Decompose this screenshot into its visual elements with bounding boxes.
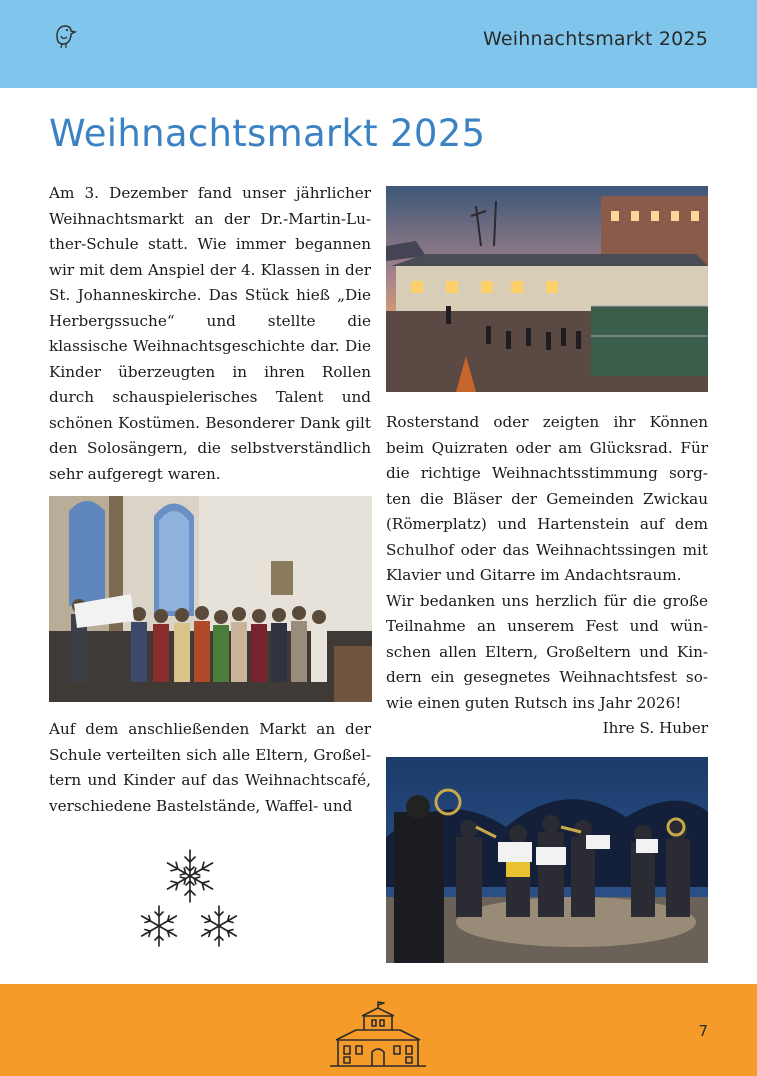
school-building-icon [326,1000,430,1072]
snowflake-icon [133,844,248,950]
paragraph-thanks: Wir bedanken uns herzlich für die große Teilnahme an unserem Fest und wünschen allen Eltern, Großeltern und Kindern ein gesegnetes Weihnachtsfest sowie einen guten Rutsch ins Jahr 2026! [386,591,708,712]
paragraph-market: Auf dem anschließenden Markt an der Schule verteilten sich alle Eltern, Großeltern und Kinder auf das Weihnachtscafé, verschiedene Bastelstände, Waffel- und [49,720,371,815]
article-headline: Weihnachtsmarkt 2025 [49,112,486,155]
column-right [386,410,708,742]
paragraph-stands: Rosterstand oder zeigten ihr Können beim Quizraten oder am Glücksrad. Für die richtige Weihnachtsstimmung sorgten die Bläser der Gemeinden Zwickau (Römerplatz) und Hartenstein auf dem Schulhof oder das Weihnachtssingen mit Klavier und Gitarre im Andachtsraum. [386,413,708,584]
brass-band-photo [386,757,708,963]
page-number: 7 [698,1022,708,1040]
header-title: Weihnachtsmarkt 2025 [482,28,708,50]
paragraph-intro: Am 3. Dezember fand unser jährlicher Weihnachtsmarkt an der Dr.-Martin-Luther-Schule statt. Wie immer begannen wir mit dem Anspiel der 4. Klassen in der St. Johanneskirche. Das Stück hieß „Die Herbergssuche“ und stellte die klassische Weihnachtsgeschichte dar. Die Kinder überzeugten in ihren Rollen durch schauspielerisches Talent und schönen Kostümen. Besonderer Dank gilt den Solosängern, die selbstverständlich sehr aufgeregt waren. [49,184,371,483]
column-left-bottom [49,717,371,819]
church-play-photo [49,496,372,702]
header-bar [0,0,757,88]
column-left-top [49,181,371,487]
signature: Ihre S. Huber [602,719,708,737]
schoolyard-dusk-photo [386,186,708,392]
bird-icon [52,22,78,50]
